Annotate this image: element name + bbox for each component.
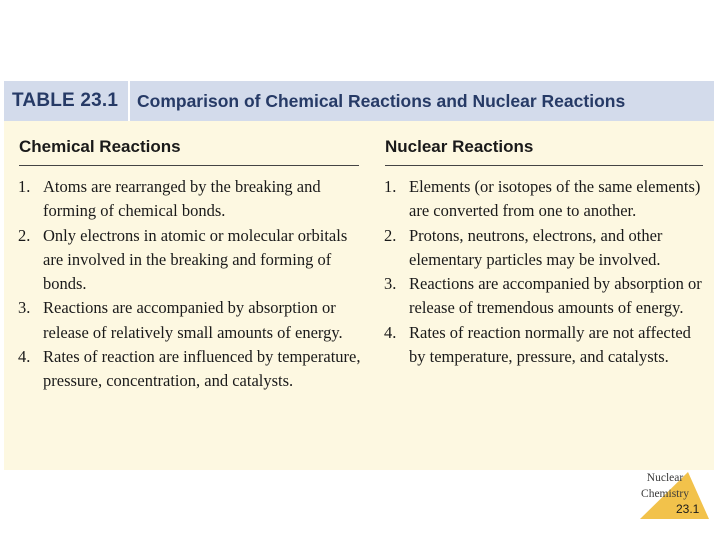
table-title: Comparison of Chemical Reactions and Nuclear Reactions [137, 91, 626, 111]
item-number: 1. [384, 177, 397, 196]
item-text: Protons, neutrons, electrons, and other elementary particles may be involved. [409, 225, 663, 269]
item-number: 3. [384, 274, 397, 294]
column-rule-chemical [19, 165, 359, 166]
item-text: Reactions are accompanied by absorption or release of relatively small amounts of energy. [43, 298, 343, 342]
list-item [18, 224, 363, 297]
chapter-name-line1: Nuclear [646, 472, 684, 484]
list-item [384, 175, 704, 224]
list-item [18, 345, 363, 394]
table-label: TABLE 23.1 [12, 90, 119, 111]
list-item [384, 224, 704, 273]
item-number: 4. [18, 347, 31, 367]
column-heading-nuclear: Nuclear Reactions [385, 137, 534, 156]
item-text: Atoms are rearranged by the breaking and forming of chemical bonds. [43, 177, 321, 221]
list-item [384, 321, 704, 370]
nuclear-reactions-list [384, 175, 704, 369]
item-number: 3. [18, 298, 31, 318]
list-item [18, 296, 363, 345]
table-header [4, 81, 714, 121]
chemical-reactions-list [18, 175, 363, 394]
comparison-table [4, 81, 714, 470]
item-number: 2. [384, 225, 397, 245]
item-text: Reactions are accompanied by absorption or release of tremendous amounts of energy. [409, 274, 702, 318]
item-number: 2. [18, 225, 31, 245]
item-number: 1. [18, 177, 31, 196]
list-item [384, 272, 704, 321]
item-number: 4. [384, 322, 397, 342]
header-divider [128, 81, 130, 121]
section-number: 23.1 [676, 502, 700, 516]
column-heading-chemical: Chemical Reactions [19, 137, 181, 156]
list-item [18, 175, 363, 224]
item-text: Only electrons in atomic or molecular orbitals are involved in the breaking and forming of bonds. [43, 225, 348, 294]
column-rule-nuclear [385, 165, 703, 166]
item-text: Rates of reaction normally are not affected by temperature, pressure, and catalysts. [409, 322, 691, 367]
chapter-name-line2: Chemistry [641, 488, 689, 500]
item-text: Elements (or isotopes of the same elements) are converted from one to another. [409, 177, 701, 221]
item-text: Rates of reaction are influenced by temperature, pressure, concentration, and catalysts. [43, 347, 361, 391]
